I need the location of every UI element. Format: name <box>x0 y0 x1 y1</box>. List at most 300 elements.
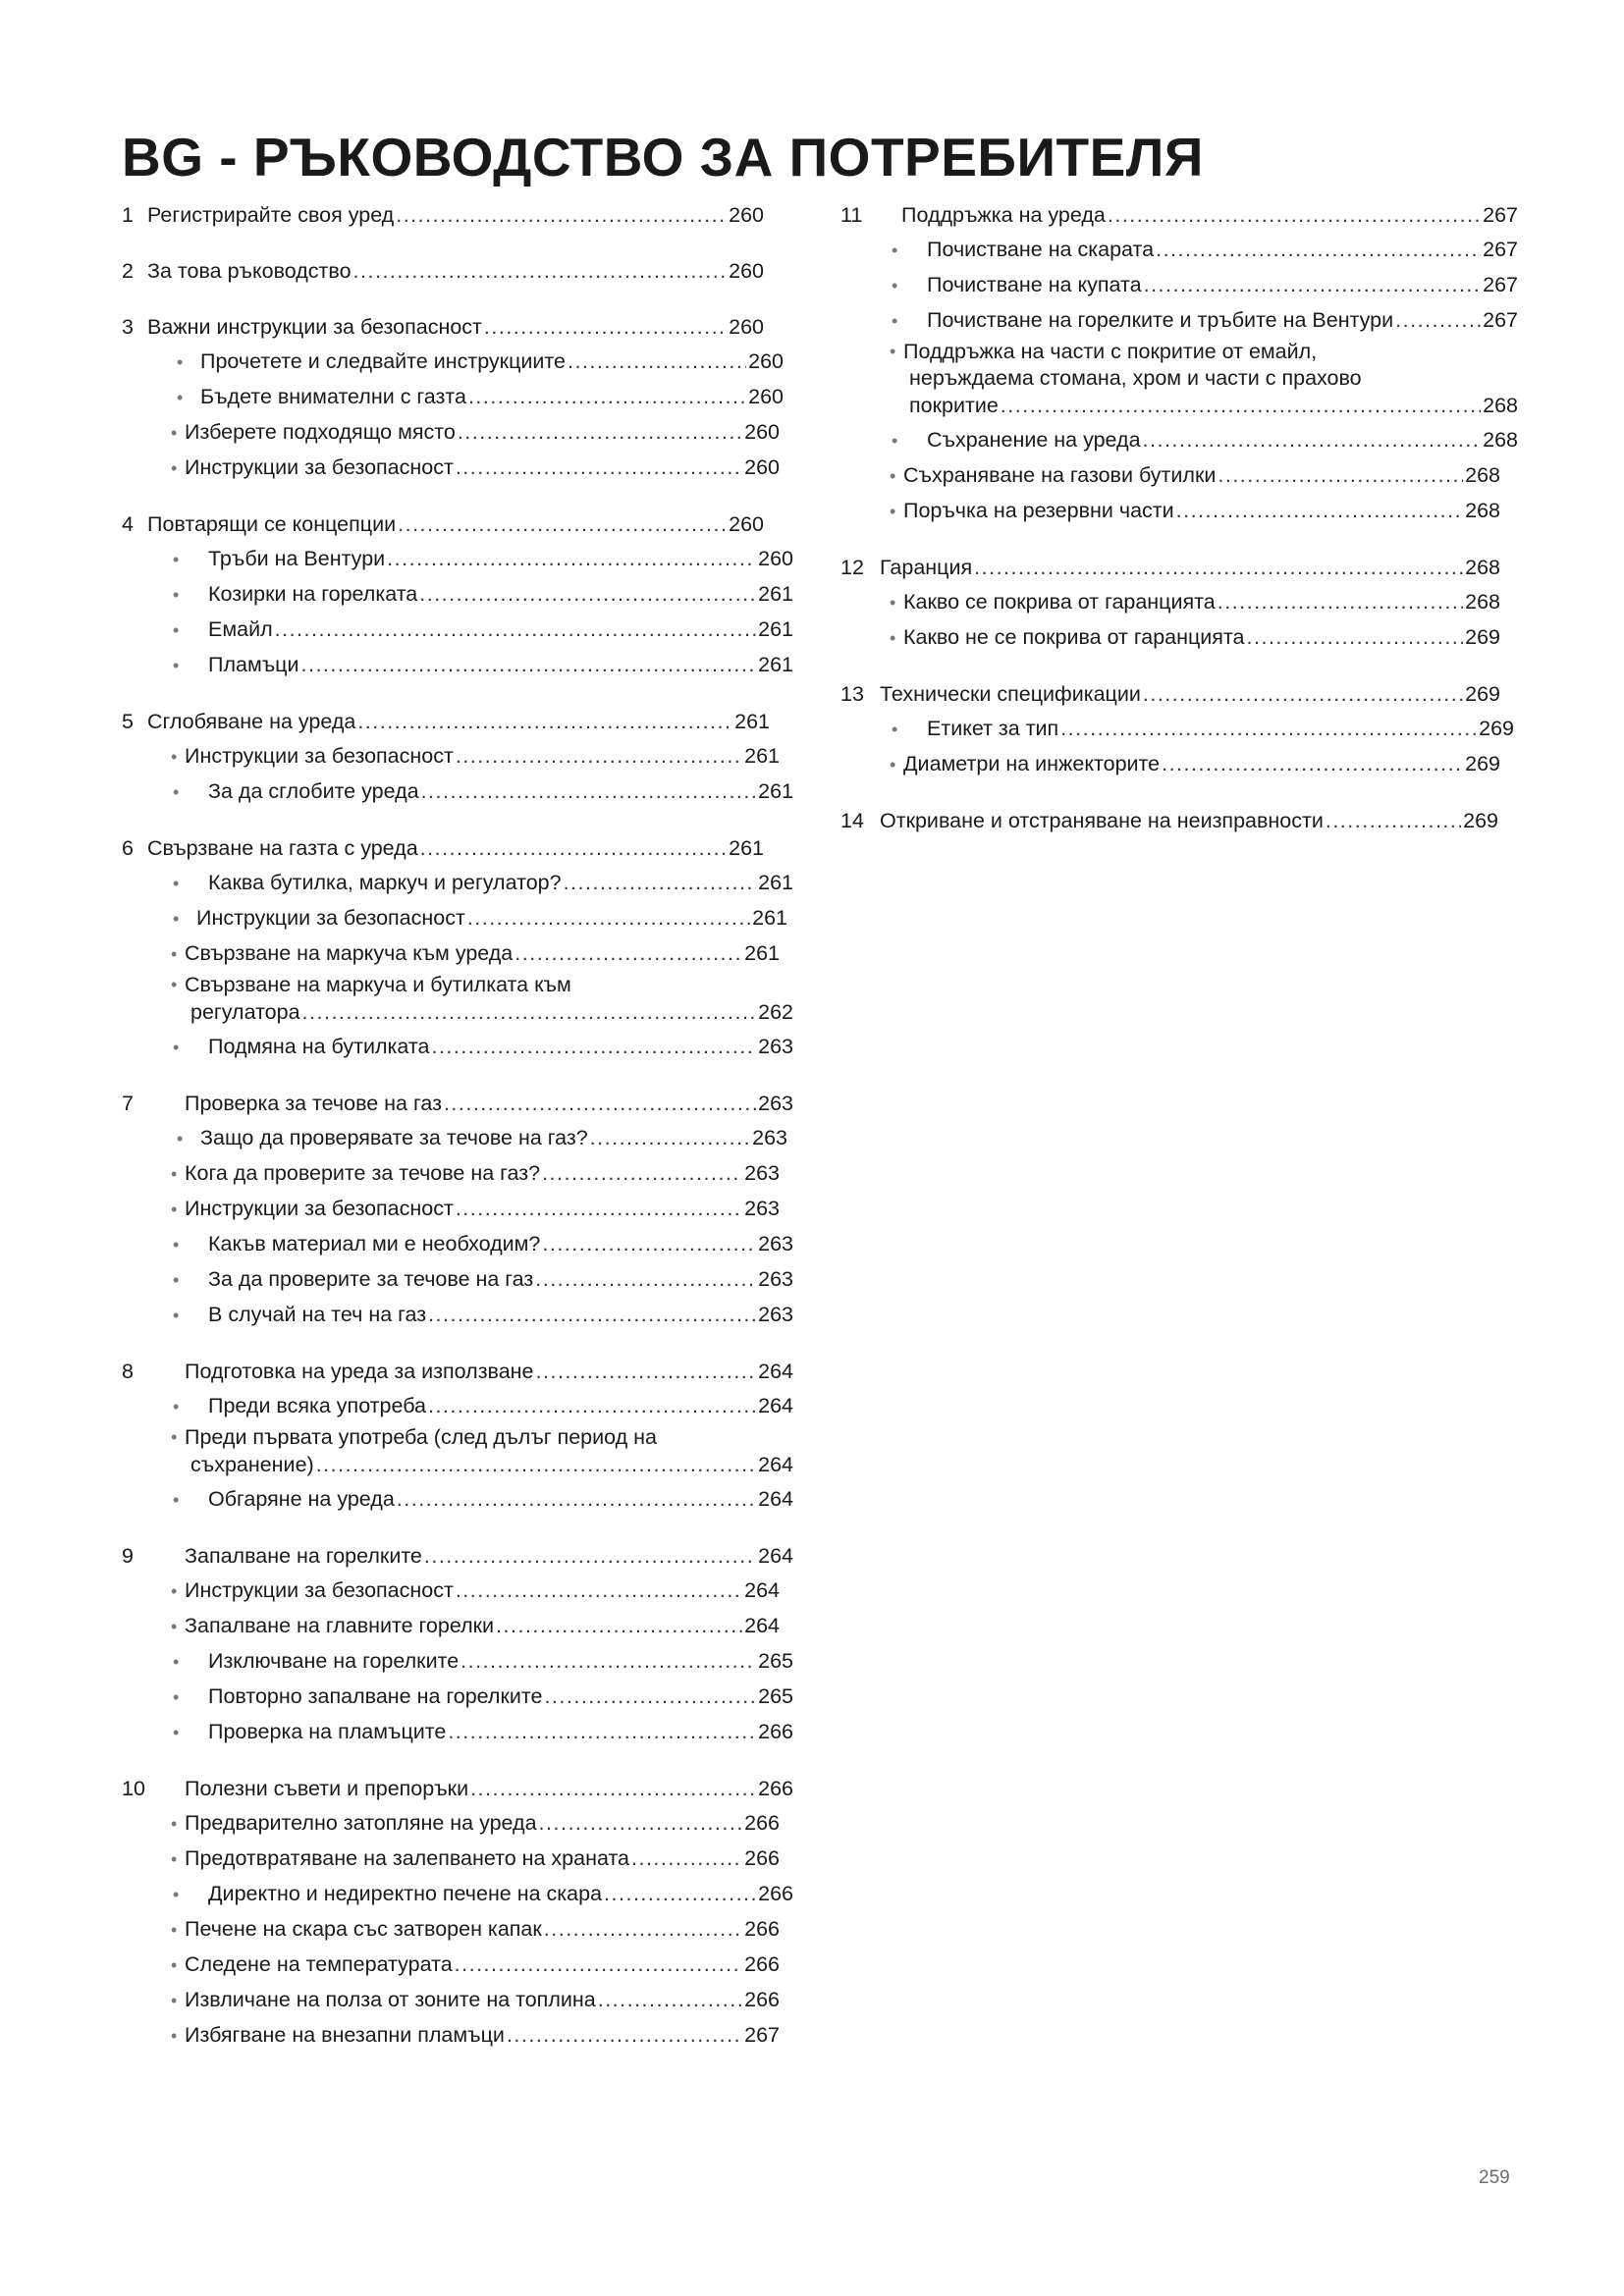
entry-text: Каква бутилка, маркуч и регулатор? <box>208 871 562 894</box>
page-ref: 260 <box>758 547 793 570</box>
toc-entry[interactable] <box>840 677 1518 712</box>
toc-subentry[interactable] <box>122 648 793 683</box>
toc-subentry[interactable] <box>840 494 1518 529</box>
dot-leader <box>470 1772 756 1806</box>
toc-subentry[interactable] <box>840 303 1518 339</box>
bullet-icon: • <box>890 502 896 521</box>
entry-text: Почистване на скарата <box>927 238 1155 261</box>
page-ref: 263 <box>758 1092 793 1115</box>
section-number: 10 <box>122 1777 145 1800</box>
entry-first-line <box>890 339 1518 365</box>
page-ref: 268 <box>1465 556 1500 579</box>
dot-leader <box>564 866 757 900</box>
bullet-icon: • <box>890 755 896 774</box>
toc-subentry[interactable] <box>122 1948 780 1983</box>
toc-subentry[interactable] <box>840 747 1518 782</box>
page-ref: 261 <box>758 653 793 676</box>
page-ref: 268 <box>1465 463 1500 487</box>
entry-text: Запалване на горелките <box>185 1544 422 1568</box>
entry-text: Подмяна на бутилката <box>208 1035 430 1058</box>
entry-text: Свързване на маркуча и бутилката към <box>185 973 571 996</box>
dot-leader <box>444 1087 756 1121</box>
page-ref: 264 <box>744 1614 780 1637</box>
bullet-icon: • <box>890 342 896 361</box>
entry-text: Емайл <box>208 617 273 641</box>
page-ref: 264 <box>758 1544 793 1568</box>
dot-leader <box>428 1389 756 1423</box>
toc-subentry[interactable] <box>122 1121 787 1156</box>
page-ref: 264 <box>758 1394 793 1417</box>
dot-leader <box>542 1227 756 1261</box>
dot-leader <box>420 831 727 866</box>
page-ref: 260 <box>744 420 780 444</box>
toc-section-13 <box>840 677 1518 782</box>
toc-section-3 <box>122 310 784 486</box>
toc-subentry[interactable] <box>840 233 1518 268</box>
bullet-icon: • <box>171 1200 178 1219</box>
page-ref: 263 <box>744 1161 780 1185</box>
bullet-icon: • <box>173 874 180 893</box>
dot-leader <box>1060 712 1477 746</box>
page-ref: 269 <box>1479 717 1514 740</box>
dot-leader <box>421 774 757 809</box>
page-ref: 263 <box>744 1197 780 1220</box>
bullet-icon: • <box>171 1814 178 1834</box>
entry-text-continued: регулатора <box>190 1000 300 1024</box>
toc-subentry[interactable] <box>122 1715 793 1750</box>
entry-text: Тръби на Вентури <box>208 547 386 570</box>
entry-first-line <box>171 1424 764 1451</box>
bullet-icon: • <box>890 466 896 486</box>
bullet-icon: • <box>173 1235 180 1255</box>
bullet-icon: • <box>173 550 180 569</box>
page-ref: 264 <box>758 1453 793 1476</box>
entry-text: Инструкции за безопасност <box>196 906 465 930</box>
bullet-icon: • <box>892 431 898 451</box>
toc-subentry[interactable] <box>122 542 793 577</box>
toc-subentry[interactable] <box>122 380 784 415</box>
entry-continuation <box>171 998 793 1026</box>
toc-subentry[interactable] <box>840 458 1518 494</box>
entry-text: Изберете подходящо място <box>185 420 456 444</box>
entry-text: Подготовка на уреда за използване <box>185 1360 534 1383</box>
entry-text: Печене на скара със затворен капак <box>185 1917 542 1941</box>
entry-text: Откриване и отстраняване на неизправности <box>880 809 1324 832</box>
entry-text: Изключване на горелките <box>208 1649 460 1673</box>
page-ref: 261 <box>758 617 793 641</box>
entry-text: Поддръжка на уреда <box>901 203 1106 227</box>
entry-text: Почистване на горелките и тръбите на Вентури <box>927 308 1394 332</box>
bullet-icon: • <box>173 656 180 675</box>
page-ref: 269 <box>1465 752 1500 775</box>
toc-entry[interactable] <box>122 831 764 866</box>
page-ref: 266 <box>744 1952 780 1976</box>
dot-leader <box>353 254 728 289</box>
dot-leader <box>1001 392 1481 419</box>
toc-subentry[interactable] <box>122 1156 780 1192</box>
dot-leader <box>428 1298 756 1332</box>
page-ref: 260 <box>729 259 764 283</box>
dot-leader <box>544 1912 742 1947</box>
toc-subentry[interactable] <box>122 1609 780 1644</box>
toc-section-6 <box>122 831 793 1065</box>
entry-text: Свързване на газта с уреда <box>147 836 418 860</box>
dot-leader <box>458 415 742 450</box>
page-ref: 262 <box>758 1000 793 1024</box>
entry-text: Инструкции за безопасност <box>185 1197 454 1220</box>
bullet-icon: • <box>171 1920 178 1940</box>
page-ref: 265 <box>758 1649 793 1673</box>
section-number: 12 <box>840 556 864 579</box>
page-ref: 266 <box>744 1811 780 1835</box>
dot-leader <box>514 936 742 971</box>
toc-subentry[interactable] <box>122 866 793 901</box>
entry-text: Повторно запалване на горелките <box>208 1684 543 1708</box>
entry-text: Инструкции за безопасност <box>185 1578 454 1602</box>
bullet-icon: • <box>892 240 898 260</box>
entry-text: Гаранция <box>880 556 973 579</box>
entry-text: За да проверите за течове на газ <box>208 1267 534 1291</box>
entry-text: Преди първата употреба (след дълъг период на <box>185 1425 657 1449</box>
entry-text: Технически спецификации <box>880 682 1141 706</box>
toc-subentry[interactable] <box>122 1192 780 1227</box>
toc-entry[interactable] <box>122 507 764 542</box>
dot-leader <box>467 901 750 935</box>
dot-leader <box>468 380 746 414</box>
bullet-icon: • <box>171 1849 178 1869</box>
entry-text: Защо да проверявате за течове на газ? <box>200 1126 588 1149</box>
bullet-icon: • <box>173 1397 180 1416</box>
dot-leader <box>396 198 727 233</box>
toc-subentry[interactable] <box>122 1842 780 1877</box>
dot-leader <box>1143 677 1463 712</box>
section-number: 1 <box>122 203 134 227</box>
toc-subentry[interactable] <box>122 1227 793 1262</box>
dot-leader <box>1176 494 1463 528</box>
toc-subentry[interactable] <box>122 1983 780 2018</box>
entry-text: Поддръжка на части с покритие от емайл, <box>903 340 1318 363</box>
bullet-icon: • <box>173 1038 180 1057</box>
entry-text: Запалване на главните горелки <box>185 1614 495 1637</box>
entry-text: Проверка на пламъците <box>208 1720 447 1743</box>
entry-text: Пламъци <box>208 653 299 676</box>
entry-text: Регистрирайте своя уред <box>147 203 395 227</box>
page-ref: 264 <box>744 1578 780 1602</box>
page-ref: 268 <box>1483 394 1518 417</box>
page-ref: 263 <box>758 1267 793 1291</box>
bullet-icon: • <box>171 1427 178 1447</box>
bullet-icon: • <box>177 388 184 407</box>
dot-leader <box>631 1842 742 1876</box>
bullet-icon: • <box>171 975 178 994</box>
section-number: 6 <box>122 836 134 860</box>
dot-leader <box>1144 268 1482 302</box>
toc-subentry[interactable] <box>122 936 780 972</box>
entry-text: Предотвратяване на залепването на храната <box>185 1846 630 1870</box>
bullet-icon: • <box>173 1687 180 1707</box>
toc-right-column <box>840 198 1518 860</box>
page-ref: 261 <box>752 906 787 930</box>
dot-leader <box>544 1680 756 1714</box>
toc-subentry[interactable] <box>122 1574 780 1609</box>
toc-section-9 <box>122 1539 793 1750</box>
page-ref: 267 <box>1483 308 1518 332</box>
dot-leader <box>275 613 756 647</box>
page-ref: 266 <box>744 1917 780 1941</box>
toc-subentry[interactable] <box>122 1389 793 1424</box>
section-number: 4 <box>122 512 134 536</box>
dot-leader <box>590 1121 750 1155</box>
dot-leader <box>539 1806 743 1841</box>
bullet-icon: • <box>171 1617 178 1636</box>
toc-section-8 <box>122 1355 793 1518</box>
page-ref: 267 <box>1483 203 1518 227</box>
dot-leader <box>1156 233 1481 267</box>
page-ref: 263 <box>758 1303 793 1326</box>
dot-leader <box>1162 747 1463 781</box>
bullet-icon: • <box>177 352 184 372</box>
entry-text: Избягване на внезапни пламъци <box>185 2023 505 2047</box>
dot-leader <box>1247 620 1464 655</box>
entry-text-continued: съхранение) <box>190 1453 314 1476</box>
dot-leader <box>1218 585 1463 619</box>
toc-subentry[interactable] <box>122 2018 780 2054</box>
toc-section-2 <box>122 254 764 289</box>
page-ref: 269 <box>1465 625 1500 649</box>
entry-text: Етикет за тип <box>927 717 1059 740</box>
toc-entry[interactable] <box>840 551 1518 585</box>
bullet-icon: • <box>171 1955 178 1975</box>
toc-subentry[interactable] <box>122 1298 793 1333</box>
dot-leader <box>460 1644 756 1679</box>
dot-leader <box>456 739 742 774</box>
section-number: 13 <box>840 682 864 706</box>
entry-text: Диаметри на инжекторите <box>903 752 1161 775</box>
toc-subentry[interactable] <box>122 415 780 451</box>
toc-section-10 <box>122 1772 793 2054</box>
dot-leader <box>536 1355 757 1389</box>
toc-subentry[interactable] <box>840 339 1518 419</box>
bullet-icon: • <box>171 1991 178 2010</box>
toc-section-4 <box>122 507 793 683</box>
entry-text: Инструкции за безопасност <box>185 744 454 768</box>
entry-text: Свързване на маркуча към уреда <box>185 941 514 965</box>
toc-entry[interactable] <box>122 310 764 345</box>
toc-entry[interactable] <box>840 804 1518 838</box>
bullet-icon: • <box>173 1270 180 1290</box>
bullet-icon: • <box>892 311 898 331</box>
entry-text: Какво не се покрива от гаранцията <box>903 625 1245 649</box>
document-title: BG - РЪКОВОДСТВО ЗА ПОТРЕБИТЕЛЯ <box>122 127 1204 187</box>
page-ref: 260 <box>748 385 784 408</box>
entry-text: Директно и недиректно печене на скара <box>208 1882 603 1905</box>
toc-subentry[interactable] <box>122 451 780 486</box>
page-ref: 267 <box>744 2023 780 2047</box>
bullet-icon: • <box>171 944 178 964</box>
toc-section-12 <box>840 551 1518 656</box>
page-ref: 261 <box>729 836 764 860</box>
dot-leader <box>1395 303 1481 338</box>
entry-text: Преди всяка употреба <box>208 1394 426 1417</box>
entry-text: Бъдете внимателни с газта <box>200 385 466 408</box>
toc-subentry[interactable] <box>122 1030 793 1065</box>
page-ref: 260 <box>729 203 764 227</box>
page-ref: 261 <box>758 871 793 894</box>
section-number: 5 <box>122 710 134 733</box>
page-ref: 263 <box>758 1232 793 1255</box>
dot-leader <box>456 1574 742 1608</box>
dot-leader <box>542 1156 742 1191</box>
dot-leader <box>419 577 756 612</box>
dot-leader <box>1108 198 1481 233</box>
page-ref: 268 <box>1483 428 1518 452</box>
toc-section-14 <box>840 804 1518 838</box>
bullet-icon: • <box>173 782 180 802</box>
entry-text: Кога да проверите за течове на газ? <box>185 1161 541 1185</box>
toc-entry[interactable] <box>122 705 770 739</box>
entry-text: Козирки на горелката <box>208 582 418 606</box>
toc-subentry[interactable] <box>122 901 787 936</box>
dot-leader <box>535 1262 756 1297</box>
page-ref: 260 <box>729 315 764 339</box>
bullet-icon: • <box>173 620 180 640</box>
toc-subentry[interactable] <box>122 1912 780 1948</box>
toc-subentry[interactable] <box>122 972 793 1026</box>
toc-entry[interactable] <box>122 1539 793 1574</box>
entry-text: В случай на теч на газ <box>208 1303 427 1326</box>
section-number: 11 <box>840 203 863 227</box>
dot-leader <box>598 1983 742 2017</box>
bullet-icon: • <box>173 1885 180 1904</box>
toc-subentry[interactable] <box>122 1424 793 1478</box>
entry-continuation <box>171 1451 793 1478</box>
toc-subentry[interactable] <box>840 423 1518 458</box>
toc-entry[interactable] <box>122 1087 793 1121</box>
toc-entry[interactable] <box>122 1355 793 1389</box>
toc-subentry[interactable] <box>122 1877 793 1912</box>
entry-text: Съхраняване на газови бутилки <box>903 463 1217 487</box>
page-ref: 263 <box>758 1035 793 1058</box>
entry-text: Обгаряне на уреда <box>208 1487 395 1511</box>
entry-text: Какъв материал ми е необходим? <box>208 1232 541 1255</box>
bullet-icon: • <box>173 909 180 929</box>
bullet-icon: • <box>171 2026 178 2046</box>
page-ref: 268 <box>1465 590 1500 614</box>
dot-leader <box>568 345 746 379</box>
entry-continuation <box>890 392 1518 419</box>
page-ref: 266 <box>744 1988 780 2011</box>
entry-text-continued-1: неръждаема стомана, хром и части с прахово <box>909 366 1362 390</box>
page-ref: 266 <box>758 1882 793 1905</box>
section-number: 9 <box>122 1544 134 1568</box>
dot-leader <box>974 551 1463 585</box>
dot-leader <box>424 1539 756 1574</box>
toc-section-11 <box>840 198 1518 529</box>
dot-leader <box>301 648 757 682</box>
toc-subentry[interactable] <box>122 1262 793 1298</box>
bullet-icon: • <box>171 1164 178 1184</box>
page-number: 259 <box>1479 2167 1510 2188</box>
entry-text: Важни инструкции за безопасност <box>147 315 482 339</box>
dot-leader <box>357 705 732 739</box>
bullet-icon: • <box>171 458 178 478</box>
dot-leader <box>387 542 756 576</box>
section-number: 14 <box>840 809 864 832</box>
entry-text: Следене на температурата <box>185 1952 453 1976</box>
bullet-icon: • <box>171 747 178 767</box>
dot-leader <box>1143 423 1482 457</box>
toc-subentry[interactable] <box>122 1644 793 1680</box>
dot-leader <box>455 1948 742 1982</box>
toc-subentry[interactable] <box>122 1482 793 1518</box>
page-ref: 269 <box>1463 809 1498 832</box>
toc-entry[interactable] <box>122 198 764 233</box>
page-ref: 261 <box>734 710 770 733</box>
entry-text: Сглобяване на уреда <box>147 710 356 733</box>
toc-subentry[interactable] <box>840 585 1518 620</box>
page-ref: 266 <box>744 1846 780 1870</box>
page-ref: 266 <box>758 1720 793 1743</box>
toc-entry[interactable] <box>122 254 764 289</box>
page-ref: 263 <box>752 1126 787 1149</box>
page-ref: 267 <box>1483 273 1518 296</box>
page-ref: 266 <box>758 1777 793 1800</box>
entry-text: Съхранение на уреда <box>927 428 1141 452</box>
entry-text: Почистване на купата <box>927 273 1142 296</box>
toc-subentry[interactable] <box>840 712 1518 747</box>
dot-leader <box>456 1192 742 1226</box>
toc-subentry[interactable] <box>122 774 793 810</box>
dot-leader <box>496 1609 742 1643</box>
page-ref: 267 <box>1483 238 1518 261</box>
bullet-icon: • <box>890 593 896 613</box>
entry-text: Прочетете и следвайте инструкциите <box>200 349 566 373</box>
toc-subentry[interactable] <box>122 1806 780 1842</box>
toc-subentry[interactable] <box>122 577 793 613</box>
dot-leader <box>484 310 727 345</box>
dot-leader <box>448 1715 756 1749</box>
entry-text: За да сглобите уреда <box>208 779 419 803</box>
toc-entry[interactable] <box>840 198 1518 233</box>
page-ref: 260 <box>729 512 764 536</box>
section-number: 2 <box>122 259 134 283</box>
page-ref: 269 <box>1465 682 1500 706</box>
toc-subentry[interactable] <box>840 620 1518 656</box>
bullet-icon: • <box>171 1581 178 1601</box>
toc-subentry[interactable] <box>122 345 784 380</box>
toc-subentry[interactable] <box>840 268 1518 303</box>
page-ref: 261 <box>758 779 793 803</box>
toc-subentry[interactable] <box>122 1680 793 1715</box>
toc-subentry[interactable] <box>122 739 780 774</box>
bullet-icon: • <box>171 423 178 443</box>
entry-text-continued: покритие <box>909 394 999 417</box>
dot-leader <box>316 1451 756 1478</box>
page-ref: 264 <box>758 1360 793 1383</box>
bullet-icon: • <box>892 720 898 739</box>
toc-section-5 <box>122 705 793 810</box>
bullet-icon: • <box>890 628 896 648</box>
page-ref: 264 <box>758 1487 793 1511</box>
section-number: 3 <box>122 315 134 339</box>
entry-text: Инструкции за безопасност <box>185 455 454 479</box>
page-ref: 261 <box>744 941 780 965</box>
toc-section-7 <box>122 1087 793 1333</box>
toc-entry[interactable] <box>122 1772 793 1806</box>
page-ref: 268 <box>1465 499 1500 522</box>
toc-subentry[interactable] <box>122 613 793 648</box>
entry-text: За това ръководство <box>147 259 352 283</box>
